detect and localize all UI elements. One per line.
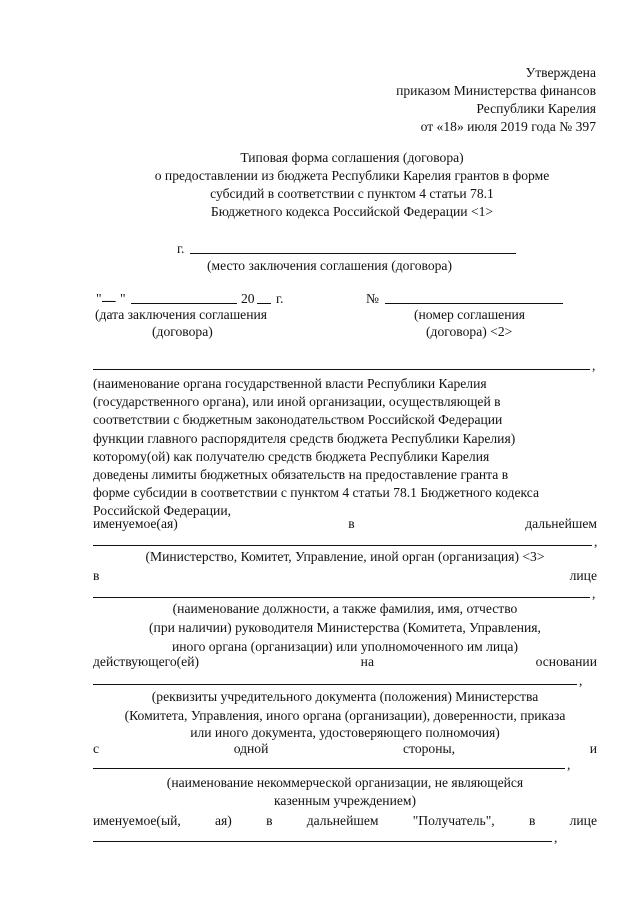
named-line: [93, 515, 597, 533]
title-line: Типовая форма соглашения (договора): [240, 150, 464, 165]
title-line: о предоставлении из бюджета Республики Карелия грантов в форме: [154, 168, 550, 183]
comma: ,: [592, 358, 596, 373]
approval-line: от «18» июля 2019 года № 397: [420, 119, 596, 134]
org-line: Российской Федерации,: [93, 503, 231, 519]
place-field[interactable]: [190, 253, 516, 254]
head-caption: (наименование должности, а также фамилия, имя, отчество: [172, 601, 518, 616]
word: дальнейшем: [525, 516, 597, 531]
word: именуемое(ый,: [93, 813, 181, 828]
word: в: [348, 516, 355, 531]
word: и: [589, 741, 597, 756]
org-line: доведены лимиты бюджетных обязательств на предоставление гранта в: [93, 467, 509, 483]
word: в: [93, 568, 100, 583]
approval-line: приказом Министерства финансов: [396, 83, 596, 98]
date-quote-close: ": [120, 291, 126, 306]
word: именуемое(ая): [93, 516, 178, 531]
approval-line: Утверждена: [525, 65, 596, 80]
org-name-field[interactable]: [93, 369, 590, 370]
org-description: [93, 375, 597, 521]
date-caption: (дата заключения соглашения: [95, 307, 267, 322]
number-sign: №: [366, 291, 379, 306]
title-line: Бюджетного кодекса Российской Федерации <1>: [210, 204, 494, 219]
ministry-field[interactable]: [93, 545, 592, 546]
place-caption: (место заключения соглашения (договора): [207, 258, 452, 273]
word: дальнейшем: [306, 813, 379, 828]
head-caption: (при наличии) руководителя Министерства (Комитета, Управления,: [149, 620, 541, 635]
docs-caption: (Комитета, Управления, иного органа (организации), доверенности, приказа: [124, 708, 566, 723]
date-day-field[interactable]: __: [102, 288, 116, 303]
word: с: [93, 741, 100, 756]
number-field[interactable]: [385, 303, 563, 304]
title-line: субсидий в соответствии с пунктом 4 статьи 78.1: [210, 186, 494, 201]
word: действующего(ей): [93, 654, 200, 669]
recipient-rep-field[interactable]: [93, 841, 552, 842]
document-title: [92, 149, 612, 221]
in-person-line: [93, 567, 597, 585]
nko-caption: казенным учреждением): [273, 793, 417, 808]
acting-line: [93, 653, 597, 671]
one-side-line: [93, 740, 597, 758]
word: одной: [233, 741, 269, 756]
org-line: (государственного органа), или иной организации, осуществляющей в: [93, 394, 501, 410]
org-line: которому(ой) как получателю средств бюджета Республики Карелия: [93, 448, 490, 464]
word: лице: [569, 813, 597, 828]
head-caption: иного органа (организации) или уполномоченного им лица): [171, 639, 518, 654]
ministry-caption: (Министерство, Комитет, Управление, иной орган (организация) <3>: [145, 549, 545, 564]
number-caption: (номер соглашения: [414, 307, 526, 322]
number-caption: (договора) <2>: [426, 324, 513, 339]
recipient-line: [93, 812, 597, 830]
comma: ,: [592, 586, 596, 601]
word: ая): [215, 813, 232, 828]
nko-name-field[interactable]: [93, 768, 565, 769]
org-line: соответствии с бюджетным законодательством Российской Федерации: [93, 412, 503, 428]
date-year-prefix: 20: [241, 291, 255, 306]
head-name-field[interactable]: [93, 597, 590, 598]
word: лице: [569, 568, 597, 583]
org-line: форме субсидии в соответствии с пунктом 4 статьи 78.1 Бюджетного кодекса: [93, 485, 539, 501]
place-prefix: г.: [177, 241, 185, 256]
docs-caption: (реквизиты учредительного документа (положения) Министерства: [151, 689, 539, 704]
date-year-field[interactable]: [257, 303, 271, 304]
approval-line: Республики Карелия: [476, 101, 596, 116]
word: "Получатель",: [412, 813, 495, 828]
date-quote-open: ": [96, 291, 102, 306]
comma: ,: [554, 830, 558, 845]
approval-block: [396, 64, 596, 136]
comma: ,: [594, 534, 598, 549]
comma: ,: [567, 757, 571, 772]
date-year-suffix: г.: [276, 291, 284, 306]
nko-caption: (наименование некоммерческой организации, не являющейся: [166, 775, 524, 790]
comma: ,: [579, 673, 583, 688]
word: в: [266, 813, 273, 828]
word: в: [528, 813, 536, 828]
org-line: (наименование органа государственной власти Республики Карелия: [93, 376, 487, 391]
date-month-field[interactable]: [131, 303, 237, 304]
word: основании: [535, 654, 597, 669]
word: на: [360, 654, 374, 669]
docs-caption: или иного документа, удостоверяющего полномочия): [190, 725, 500, 740]
word: стороны,: [403, 741, 456, 756]
docs-field[interactable]: [93, 684, 577, 685]
org-line: функции главного распорядителя средств бюджета Республики Карелия): [93, 430, 516, 446]
date-caption: (договора): [152, 324, 213, 339]
